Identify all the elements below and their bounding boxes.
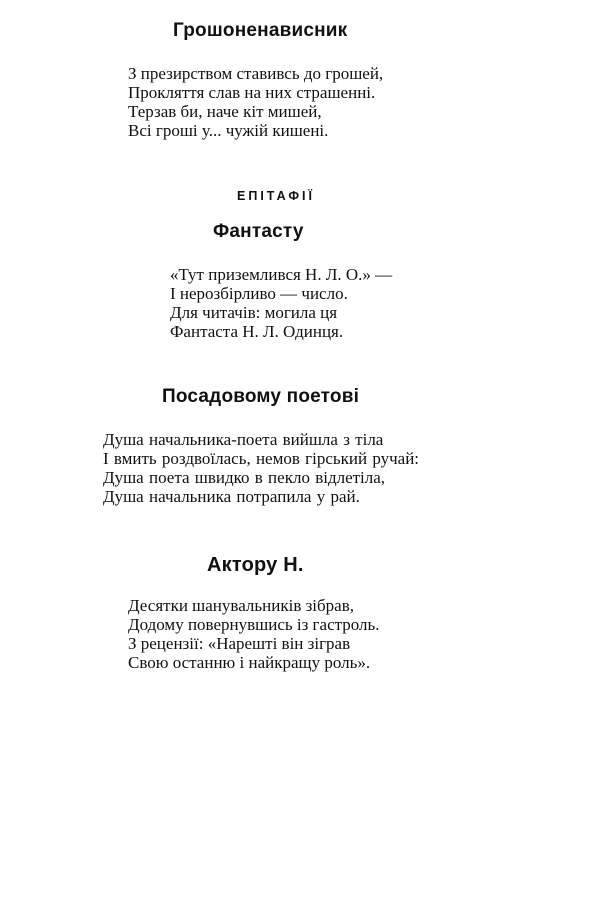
poem-line: Додому повернувшись із гастроль. bbox=[128, 615, 380, 634]
poem-title-fantastu: Фантасту bbox=[213, 221, 304, 242]
poem-title-hroshonenavysnyk: Грошоненависник bbox=[173, 20, 348, 41]
poem-body-aktoru-n bbox=[128, 596, 380, 672]
poem-line: Прокляття слав на них страшенні. bbox=[128, 83, 376, 102]
poem-body-hroshonenavysnyk bbox=[128, 64, 383, 140]
poem-line: З презирством ставивсь до грошей, bbox=[128, 64, 384, 83]
poem-title-aktoru-n: Актору Н. bbox=[207, 554, 304, 576]
section-heading-epitaphs: ЕПІТАФІЇ bbox=[237, 189, 315, 203]
poem-line: Душа начальника потрапила у рай. bbox=[103, 487, 360, 506]
poem-line: І вмить роздвоїлась, немов гірський ручай: bbox=[103, 449, 420, 468]
poem-body-posadovomu-poetovi bbox=[103, 430, 419, 506]
poem-line: З рецензії: «Нарешті він зіграв bbox=[128, 634, 351, 653]
poem-line: Всі гроші у... чужій кишені. bbox=[128, 121, 329, 140]
poem-line: Душа поета швидко в пекло відлетіла, bbox=[103, 468, 386, 487]
poem-line: Для читачів: могила ця bbox=[170, 303, 338, 322]
poem-line: Фантаста Н. Л. Одинця. bbox=[170, 322, 344, 341]
poem-line: Свою останню і найкращу роль». bbox=[128, 653, 371, 672]
poem-line: І нерозбірливо — число. bbox=[170, 284, 348, 303]
poem-title-posadovomu-poetovi: Посадовому поетові bbox=[162, 386, 360, 407]
poem-line: «Тут приземлився Н. Л. О.» — bbox=[170, 265, 393, 284]
poem-line: Душа начальника-поета вийшла з тіла bbox=[103, 430, 384, 449]
poem-line: Терзав би, наче кіт мишей, bbox=[128, 102, 322, 121]
poem-body-fantastu bbox=[170, 265, 392, 341]
poem-line: Десятки шанувальників зібрав, bbox=[128, 596, 355, 615]
